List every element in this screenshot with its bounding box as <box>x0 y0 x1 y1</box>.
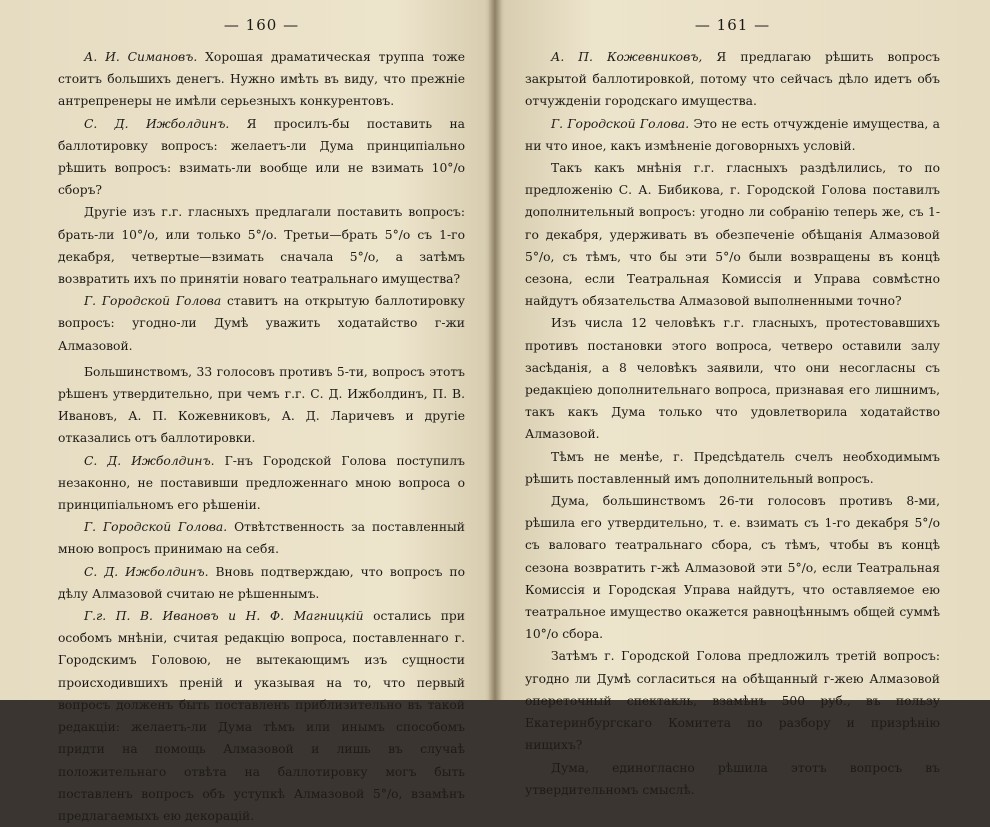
paragraph <box>525 490 940 645</box>
paragraph-text: ставитъ на открытую баллотировку вопросъ: угодно-ли Думѣ уважить ходатайство г-жи Алмазовой. <box>58 294 465 353</box>
paragraph-text: Изъ числа 12 человѣкъ г.г. гласныхъ, протестовавшихъ противъ постановки этого вопроса, четверо оставили залу засѣданія, а 8 человѣкъ заявили, что они несогласны съ редакціею дополнительнаго вопроса, признавая его лишнимъ, такъ какъ Дума только что удовлетворила ходатайство Алмазовой. <box>525 316 940 442</box>
page-number-left: — 160 — <box>223 16 300 34</box>
paragraph-text: Дума, единогласно рѣшила этотъ вопросъ въ утвердительномъ смыслѣ. <box>525 760 940 797</box>
paragraph-text: Вновь подтверждаю, что вопросъ по дѣлу Алмазовой считаю не рѣшеннымъ. <box>58 564 465 601</box>
paragraph-text: Г-нъ Городской Голова поступилъ незаконно, не поставивши предложеннаго мною вопроса о принципіальномъ его рѣшеніи. <box>58 453 465 513</box>
right-page <box>495 0 990 797</box>
left-page-text <box>58 46 465 827</box>
speaker: Г. Городской Голова. <box>551 116 690 131</box>
paragraph-text: Я просилъ-бы поставить на баллотировку вопросъ: желаетъ-ли Дума принципіально рѣшить вопросъ: взимать-ли вообще или не взимать 10°/о сборъ? <box>58 116 465 198</box>
speaker: А. И. Симановъ. <box>84 50 198 64</box>
paragraph <box>525 312 940 445</box>
paragraph-text: Отвѣтственность за поставленный мною вопросъ принимаю на себя. <box>58 520 465 557</box>
paragraph <box>58 46 465 113</box>
paragraph <box>58 201 465 290</box>
speaker: Г.г. П. В. Ивановъ и Н. Ф. Магницкій <box>84 609 364 624</box>
paragraph-text: Большинствомъ, 33 голосовъ противъ 5-ти, вопросъ этотъ рѣшенъ утвердительно, при чемъ г.г. С. Д. Ижболдинъ, П. В. Ивановъ, А. П. Кожевниковъ, А. Д. Ларичевъ и другіе отказались отъ баллотировки. <box>58 364 465 446</box>
paragraph <box>525 757 940 801</box>
paragraph <box>525 157 940 312</box>
speaker: С. Д. Ижболдинъ. <box>84 564 209 579</box>
paragraph <box>525 645 940 756</box>
speaker: Г. Городской Голова <box>84 294 222 309</box>
paragraph-text: Это не есть отчужденіе имущества, а ни что иное, какъ измѣненіе договорныхъ условій. <box>525 116 941 153</box>
left-page <box>0 0 495 823</box>
paragraph-text: Я предлагаю рѣшить вопросъ закрытой баллотировкой, потому что сейчасъ дѣло идетъ объ отчужденіи городскаго имущества. <box>525 50 940 109</box>
paragraph <box>58 290 465 357</box>
paragraph-text: Другіе изъ г.г. гласныхъ предлагали поставить вопросъ: брать-ли 10°/о, или только 5°/о. Третьи—брать 5°/о съ 1-го декабря, четвертые—взимать сначала 5°/о, а затѣмъ возвратить ихъ по принятіи новаго театральнаго имущества? <box>58 205 465 287</box>
paragraph-text: Тѣмъ не менѣе, г. Предсѣдатель счелъ необходимымъ рѣшить поставленный имъ дополнительный вопросъ. <box>525 449 940 486</box>
paragraph-text: Такъ какъ мнѣнія г.г. гласныхъ раздѣлились, то по предложенію С. А. Бибикова, г. Городской Голова поставилъ дополнительный вопросъ: угодно ли собранію теперь же, съ 1-го декабря, удерживать въ обезпеченіе обѣщанія Алмазовой 5°/о, съ тѣмъ, что бы эти 5°/о были возвращены въ концѣ сезона, если Театральная Комиссія и Управа совмѣстно найдутъ обязательства Алмазовой выполненными точно? <box>525 161 940 309</box>
paragraph-text: Дума, большинствомъ 26-ти голосовъ противъ 8-ми, рѣшила его утвердительно, т. е. взимать съ 1-го декабря 5°/о съ валоваго театральнаго сбора, съ тѣмъ, чтобы въ концѣ сезона возвратить г-жѣ Алмазовой эти 5°/о, если Театральная Комиссія и Городская Управа найдутъ, что оставляемое ею театральное имущество окажется равноцѣннымъ общей суммѣ 10°/о сбора. <box>525 494 940 642</box>
paragraph-text: остались при особомъ мнѣніи, считая редакцію вопроса, поставленнаго г. Городскимъ Головою, не вытекающимъ изъ сущности происходившихъ преній и указывая на то, что первый вопросъ долженъ быть поставленъ приблизительно въ такой редакціи: желаетъ-ли Дума тѣмъ или инымъ способомъ придти на помощь Алмазовой и лишь въ случаѣ положительнаго отвѣта на баллотировку могъ быть поставленъ вопросъ объ уступкѣ Алмазовой 5°/о, взамѣнъ предлагаемыхъ ею декорацій. <box>58 609 465 823</box>
page-number-right: — 161 — <box>694 16 771 34</box>
right-page-text <box>525 46 940 801</box>
paragraph <box>58 450 465 517</box>
speaker: Г. Городской Голова. <box>84 520 228 535</box>
paragraph <box>58 516 465 560</box>
paragraph <box>525 113 940 157</box>
paragraph <box>525 46 940 113</box>
paragraph-text: Затѣмъ г. Городской Голова предложилъ третій вопросъ: угодно ли Думѣ согласиться на обѣщанный г-жею Алмазовой опереточный спектакль, взамѣнъ 500 руб., въ пользу Екатеринбургскаго Комитета по разбору и призрѣнію нищихъ? <box>525 649 940 753</box>
paragraph <box>58 605 465 827</box>
paragraph <box>58 113 465 202</box>
paragraph <box>58 361 465 450</box>
speaker: С. Д. Ижболдинъ. <box>84 116 230 131</box>
paragraph <box>58 561 465 605</box>
paragraph <box>525 446 940 490</box>
speaker: А. П. Кожевниковъ, <box>551 50 703 64</box>
paragraph-text: Хорошая драматическая труппа тоже стоитъ большихъ денегъ. Нужно имѣть въ виду, что прежніе антрепренеры не имѣли серьезныхъ конкурентовъ. <box>58 50 465 109</box>
speaker: С. Д. Ижболдинъ. <box>84 453 215 468</box>
